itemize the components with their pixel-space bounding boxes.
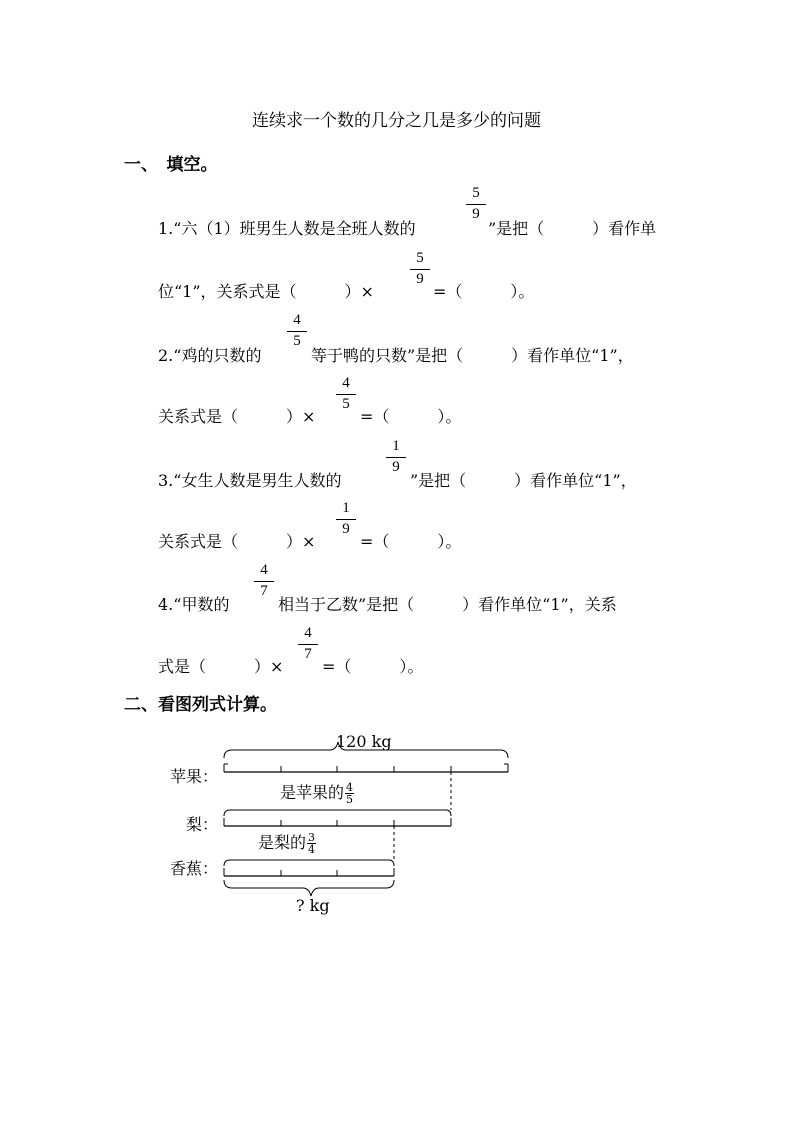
banana-note-text: 是梨的 xyxy=(258,833,307,852)
q1-fraction-2-denominator: 9 xyxy=(416,271,424,287)
q3-fraction-2-numerator: 1 xyxy=(336,500,356,520)
q4-text-c: 式是（ ）× xyxy=(158,657,284,676)
q3-text-c: 关系式是（ ）× xyxy=(158,532,316,551)
total-weight-label: 120 kg xyxy=(336,732,392,751)
pear-label: 梨： xyxy=(186,815,219,834)
q4-fraction-2 xyxy=(298,625,318,662)
q2-text-c: 关系式是（ ）× xyxy=(158,407,316,426)
q4-fraction-denominator: 7 xyxy=(260,583,268,599)
q3-fraction-2 xyxy=(336,500,356,537)
pear-note-text: 是苹果的 xyxy=(280,783,345,802)
q1-text-c: 位“1”，关系式是（ ）× xyxy=(158,282,374,301)
q1-text-a: 1.“六（1）班男生人数是全班人数的 xyxy=(158,219,416,238)
q4-text-d: =（ ）。 xyxy=(322,657,424,676)
unknown-brace xyxy=(224,880,394,896)
line-segment-diagram xyxy=(160,728,520,918)
page-title: 连续求一个数的几分之几是多少的问题 xyxy=(252,111,541,131)
q1-fraction-denominator: 9 xyxy=(472,206,480,222)
q2-text-b: 等于鸭的只数”是把（ ）看作单位“1”， xyxy=(311,346,634,365)
q1-fraction-numerator: 5 xyxy=(466,185,486,205)
section-2-heading: 二、看图列式计算。 xyxy=(124,695,277,715)
q1-text-d: =（ ）。 xyxy=(433,282,535,301)
q3-fraction-denominator: 9 xyxy=(392,459,400,475)
unknown-weight-label: ? kg xyxy=(296,896,330,915)
q2-text-a: 2.“鸡的只数的 xyxy=(158,346,262,365)
q1-fraction xyxy=(466,185,486,222)
q3-fraction-2-denominator: 9 xyxy=(342,521,350,537)
q3-text-d: =（ ）。 xyxy=(360,532,462,551)
q2-text-d: =（ ）。 xyxy=(360,407,462,426)
q4-fraction-numerator: 4 xyxy=(254,562,274,582)
q3-fraction-numerator: 1 xyxy=(386,438,406,458)
pear-brace xyxy=(224,810,451,816)
q2-fraction-numerator: 4 xyxy=(287,312,307,332)
banana-label: 香蕉： xyxy=(170,859,219,878)
q2-fraction xyxy=(287,312,307,349)
pear-fraction xyxy=(345,782,354,805)
banana-fraction-denominator: 4 xyxy=(308,843,316,856)
q3-fraction xyxy=(386,438,406,475)
q2-fraction-2-numerator: 4 xyxy=(336,375,356,395)
q3-text-b: ”是把（ ）看作单位“1”， xyxy=(410,471,637,490)
section-1-heading: 一、 填空。 xyxy=(124,155,218,175)
banana-brace xyxy=(224,860,394,866)
pear-note xyxy=(280,780,354,805)
q4-fraction-2-numerator: 4 xyxy=(298,625,318,645)
q3-text-a: 3.“女生人数是男生人数的 xyxy=(158,471,342,490)
banana-fraction xyxy=(307,832,316,855)
q2-fraction-denominator: 5 xyxy=(293,333,301,349)
q2-fraction-2 xyxy=(336,375,356,412)
banana-note xyxy=(258,830,316,855)
banana-fraction-numerator: 3 xyxy=(308,831,316,844)
apple-label: 苹果： xyxy=(170,767,219,786)
q4-text-a: 4.“甲数的 xyxy=(158,595,230,614)
q4-text-b: 相当于乙数”是把（ ）看作单位“1”，关系 xyxy=(278,595,617,614)
q1-text-b: ”是把（ ）看作单 xyxy=(488,219,657,238)
pear-fraction-denominator: 5 xyxy=(346,793,354,806)
q2-fraction-2-denominator: 5 xyxy=(342,396,350,412)
q1-fraction-2 xyxy=(410,250,430,287)
q4-fraction-2-denominator: 7 xyxy=(304,646,312,662)
q4-fraction xyxy=(254,562,274,599)
pear-fraction-numerator: 4 xyxy=(346,781,354,794)
q1-fraction-2-numerator: 5 xyxy=(410,250,430,270)
